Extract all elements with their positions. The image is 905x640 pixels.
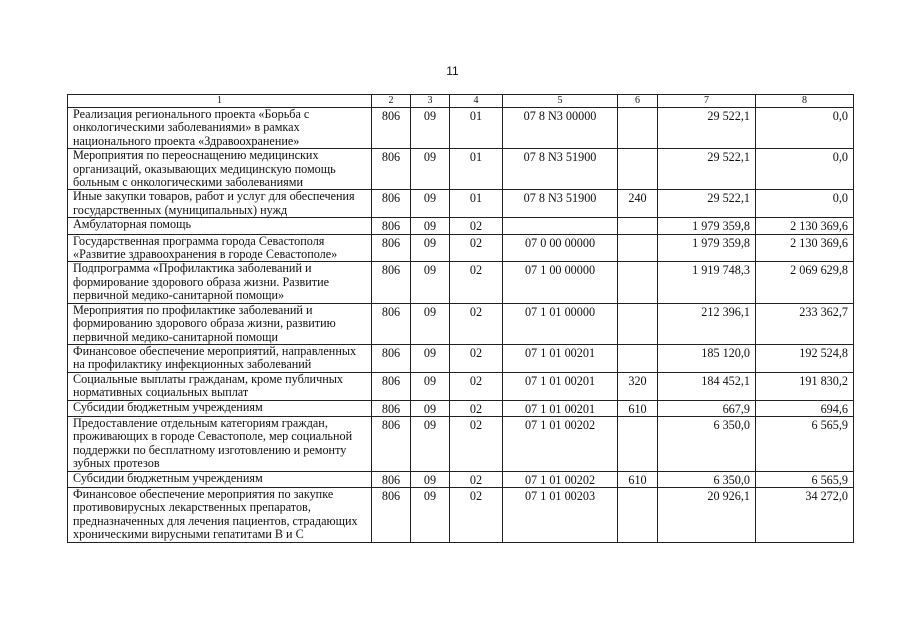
row-subsection-cell: 02 xyxy=(450,234,503,262)
row-expense-type-cell: 610 xyxy=(618,400,658,416)
budget-table xyxy=(67,94,854,543)
header-col-5: 5 xyxy=(503,95,618,108)
row-amount-year1-cell: 212 396,1 xyxy=(658,303,756,344)
table-row xyxy=(68,190,854,218)
row-target-article-cell: 07 1 01 00202 xyxy=(503,471,618,487)
row-amount-year2-cell: 0,0 xyxy=(756,149,854,190)
row-amount-year2-cell: 192 524,8 xyxy=(756,344,854,372)
row-subsection-cell: 02 xyxy=(450,471,503,487)
row-grbs-cell: 806 xyxy=(372,372,411,400)
header-col-2: 2 xyxy=(372,95,411,108)
row-name-cell: Реализация регионального проекта «Борьба с онкологическими заболеваниями» в рамках национального проекта «Здравоохранение» xyxy=(68,108,372,149)
row-amount-year1-cell: 667,9 xyxy=(658,400,756,416)
table-row xyxy=(68,108,854,149)
row-amount-year2-cell: 2 069 629,8 xyxy=(756,262,854,303)
row-section-cell: 09 xyxy=(411,416,450,471)
row-subsection-cell: 02 xyxy=(450,416,503,471)
table-row xyxy=(68,487,854,542)
row-subsection-cell: 01 xyxy=(450,190,503,218)
row-section-cell: 09 xyxy=(411,471,450,487)
table-row xyxy=(68,262,854,303)
row-target-article-cell: 07 1 01 00202 xyxy=(503,416,618,471)
row-expense-type-cell: 320 xyxy=(618,372,658,400)
row-grbs-cell: 806 xyxy=(372,487,411,542)
row-section-cell: 09 xyxy=(411,149,450,190)
row-grbs-cell: 806 xyxy=(372,471,411,487)
row-name-cell: Иные закупки товаров, работ и услуг для обеспечения государственных (муниципальных) нужд xyxy=(68,190,372,218)
table-row xyxy=(68,218,854,234)
row-target-article-cell: 07 8 N3 00000 xyxy=(503,108,618,149)
row-target-article-cell: 07 8 N3 51900 xyxy=(503,149,618,190)
row-grbs-cell: 806 xyxy=(372,400,411,416)
row-expense-type-cell xyxy=(618,234,658,262)
row-name-cell: Мероприятия по профилактике заболеваний и формированию здорового образа жизни, развитию первичной медико-санитарной помощи xyxy=(68,303,372,344)
table-row xyxy=(68,149,854,190)
row-subsection-cell: 02 xyxy=(450,218,503,234)
row-amount-year1-cell: 6 350,0 xyxy=(658,416,756,471)
row-amount-year1-cell: 29 522,1 xyxy=(658,108,756,149)
table-row xyxy=(68,400,854,416)
row-expense-type-cell xyxy=(618,416,658,471)
row-name-cell: Социальные выплаты гражданам, кроме публичных нормативных социальных выплат xyxy=(68,372,372,400)
row-name-cell: Финансовое обеспечение мероприятий, направленных на профилактику инфекционных заболеваний xyxy=(68,344,372,372)
row-amount-year1-cell: 185 120,0 xyxy=(658,344,756,372)
row-expense-type-cell xyxy=(618,487,658,542)
row-section-cell: 09 xyxy=(411,234,450,262)
row-target-article-cell: 07 1 01 00201 xyxy=(503,372,618,400)
row-expense-type-cell: 240 xyxy=(618,190,658,218)
row-expense-type-cell xyxy=(618,344,658,372)
row-subsection-cell: 02 xyxy=(450,262,503,303)
row-amount-year1-cell: 20 926,1 xyxy=(658,487,756,542)
table-body xyxy=(68,108,854,543)
row-amount-year1-cell: 29 522,1 xyxy=(658,149,756,190)
row-target-article-cell: 07 8 N3 51900 xyxy=(503,190,618,218)
row-amount-year1-cell: 1 919 748,3 xyxy=(658,262,756,303)
row-expense-type-cell xyxy=(618,303,658,344)
row-grbs-cell: 806 xyxy=(372,262,411,303)
row-amount-year2-cell: 233 362,7 xyxy=(756,303,854,344)
row-expense-type-cell: 610 xyxy=(618,471,658,487)
row-section-cell: 09 xyxy=(411,372,450,400)
row-target-article-cell xyxy=(503,218,618,234)
row-subsection-cell: 02 xyxy=(450,303,503,344)
row-amount-year2-cell: 6 565,9 xyxy=(756,416,854,471)
row-section-cell: 09 xyxy=(411,344,450,372)
row-section-cell: 09 xyxy=(411,487,450,542)
page-number: 11 xyxy=(446,64,459,78)
row-subsection-cell: 01 xyxy=(450,149,503,190)
row-target-article-cell: 07 1 01 00000 xyxy=(503,303,618,344)
row-grbs-cell: 806 xyxy=(372,218,411,234)
table-header-row xyxy=(68,95,854,108)
row-section-cell: 09 xyxy=(411,218,450,234)
row-amount-year2-cell: 694,6 xyxy=(756,400,854,416)
row-section-cell: 09 xyxy=(411,303,450,344)
row-amount-year2-cell: 0,0 xyxy=(756,190,854,218)
table-row xyxy=(68,416,854,471)
row-target-article-cell: 07 1 00 00000 xyxy=(503,262,618,303)
row-amount-year1-cell: 1 979 359,8 xyxy=(658,234,756,262)
row-grbs-cell: 806 xyxy=(372,234,411,262)
row-expense-type-cell xyxy=(618,218,658,234)
row-expense-type-cell xyxy=(618,149,658,190)
row-name-cell: Предоставление отдельным категориям граждан, проживающих в городе Севастополе, мер социальной поддержки по бесплатному изготовлению и ремонту зубных протезов xyxy=(68,416,372,471)
row-name-cell: Амбулаторная помощь xyxy=(68,218,372,234)
row-grbs-cell: 806 xyxy=(372,344,411,372)
row-amount-year2-cell: 34 272,0 xyxy=(756,487,854,542)
row-grbs-cell: 806 xyxy=(372,190,411,218)
row-name-cell: Государственная программа города Севастополя «Развитие здравоохранения в городе Севастополе» xyxy=(68,234,372,262)
row-amount-year1-cell: 6 350,0 xyxy=(658,471,756,487)
header-col-4: 4 xyxy=(450,95,503,108)
row-expense-type-cell xyxy=(618,108,658,149)
row-amount-year1-cell: 184 452,1 xyxy=(658,372,756,400)
row-amount-year2-cell: 2 130 369,6 xyxy=(756,234,854,262)
row-target-article-cell: 07 1 01 00201 xyxy=(503,400,618,416)
row-section-cell: 09 xyxy=(411,262,450,303)
row-subsection-cell: 02 xyxy=(450,487,503,542)
row-section-cell: 09 xyxy=(411,108,450,149)
row-grbs-cell: 806 xyxy=(372,108,411,149)
table-row xyxy=(68,344,854,372)
row-section-cell: 09 xyxy=(411,400,450,416)
row-name-cell: Субсидии бюджетным учреждениям xyxy=(68,400,372,416)
row-expense-type-cell xyxy=(618,262,658,303)
row-grbs-cell: 806 xyxy=(372,149,411,190)
table-row xyxy=(68,234,854,262)
row-amount-year2-cell: 0,0 xyxy=(756,108,854,149)
header-col-8: 8 xyxy=(756,95,854,108)
row-amount-year2-cell: 6 565,9 xyxy=(756,471,854,487)
row-subsection-cell: 02 xyxy=(450,400,503,416)
row-grbs-cell: 806 xyxy=(372,416,411,471)
header-col-7: 7 xyxy=(658,95,756,108)
row-name-cell: Финансовое обеспечение мероприятия по закупке противовирусных лекарственных препаратов, предназначенных для лечения пациентов, страдающих хроническими вирусными гепатитами В и С xyxy=(68,487,372,542)
row-target-article-cell: 07 1 01 00203 xyxy=(503,487,618,542)
row-amount-year1-cell: 1 979 359,8 xyxy=(658,218,756,234)
row-name-cell: Субсидии бюджетным учреждениям xyxy=(68,471,372,487)
table-row xyxy=(68,372,854,400)
header-col-6: 6 xyxy=(618,95,658,108)
row-subsection-cell: 01 xyxy=(450,108,503,149)
header-col-3: 3 xyxy=(411,95,450,108)
row-section-cell: 09 xyxy=(411,190,450,218)
table-row xyxy=(68,303,854,344)
row-name-cell: Подпрограмма «Профилактика заболеваний и формирование здорового образа жизни. Развитие первичной медико-санитарной помощи» xyxy=(68,262,372,303)
row-target-article-cell: 07 0 00 00000 xyxy=(503,234,618,262)
row-subsection-cell: 02 xyxy=(450,372,503,400)
row-amount-year2-cell: 2 130 369,6 xyxy=(756,218,854,234)
row-amount-year2-cell: 191 830,2 xyxy=(756,372,854,400)
row-subsection-cell: 02 xyxy=(450,344,503,372)
row-amount-year1-cell: 29 522,1 xyxy=(658,190,756,218)
header-col-1: 1 xyxy=(68,95,372,108)
table-row xyxy=(68,471,854,487)
row-target-article-cell: 07 1 01 00201 xyxy=(503,344,618,372)
row-name-cell: Мероприятия по переоснащению медицинских организаций, оказывающих медицинскую помощь больным с онкологическими заболеваниями xyxy=(68,149,372,190)
row-grbs-cell: 806 xyxy=(372,303,411,344)
